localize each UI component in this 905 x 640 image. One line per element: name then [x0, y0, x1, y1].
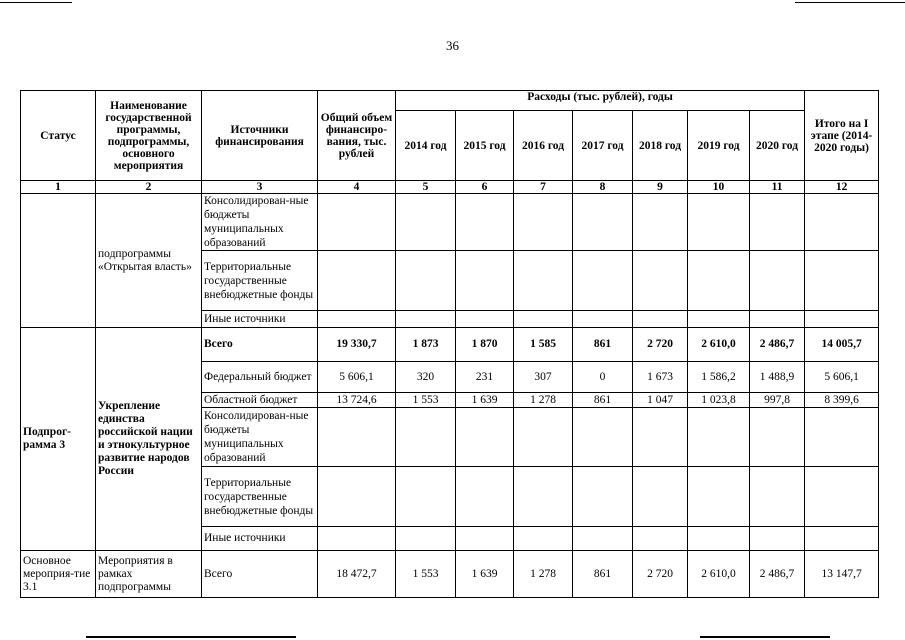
- value-cell: 1 639: [456, 551, 514, 598]
- value-cell: 1 873: [396, 328, 456, 362]
- source-cell: Иные источники: [202, 311, 318, 328]
- value-cell: [456, 251, 514, 311]
- value-cell: 861: [573, 393, 633, 408]
- top-rule-right: [795, 2, 905, 3]
- value-cell: [573, 527, 633, 551]
- bottom-rule-right: [700, 636, 830, 638]
- value-cell: 1 023,8: [688, 393, 750, 408]
- value-cell: [688, 251, 750, 311]
- value-cell: [633, 408, 688, 467]
- header-expenses: Расходы (тыс. рублей), годы: [396, 91, 805, 111]
- financing-table: [20, 90, 879, 598]
- column-number: 4: [318, 181, 396, 194]
- value-cell: [514, 467, 573, 527]
- value-cell: [805, 251, 879, 311]
- source-cell: Федеральный бюджет: [202, 362, 318, 393]
- header-year-2016: 2016 год: [514, 111, 573, 181]
- value-cell: 13 147,7: [805, 551, 879, 598]
- value-cell: [750, 311, 805, 328]
- value-cell: 18 472,7: [318, 551, 396, 598]
- column-number: 2: [96, 181, 202, 194]
- value-cell: [805, 527, 879, 551]
- value-cell: 997,8: [750, 393, 805, 408]
- value-cell: [396, 311, 456, 328]
- value-cell: 1 870: [456, 328, 514, 362]
- value-cell: [750, 467, 805, 527]
- value-cell: [573, 251, 633, 311]
- table-row: [21, 551, 879, 598]
- value-cell: [514, 194, 573, 251]
- source-cell: Консолидирован-ные бюджеты муниципальных образований: [202, 194, 318, 251]
- value-cell: 231: [456, 362, 514, 393]
- value-cell: 19 330,7: [318, 328, 396, 362]
- value-cell: 1 047: [633, 393, 688, 408]
- value-cell: [514, 527, 573, 551]
- source-cell: Иные источники: [202, 527, 318, 551]
- value-cell: [633, 467, 688, 527]
- value-cell: [396, 251, 456, 311]
- value-cell: [318, 408, 396, 467]
- value-cell: 861: [573, 328, 633, 362]
- column-number: 10: [688, 181, 750, 194]
- value-cell: [456, 467, 514, 527]
- value-cell: [456, 408, 514, 467]
- header-year-2015: 2015 год: [456, 111, 514, 181]
- value-cell: [396, 527, 456, 551]
- program-name-cell: подпрограммы «Открытая власть»: [96, 194, 202, 328]
- source-cell: Консолидирован-ные бюджеты муниципальных образований: [202, 408, 318, 467]
- value-cell: 1 553: [396, 551, 456, 598]
- value-cell: 2 720: [633, 328, 688, 362]
- column-number: 7: [514, 181, 573, 194]
- header-year-2019: 2019 год: [688, 111, 750, 181]
- column-number: 3: [202, 181, 318, 194]
- value-cell: 1 585: [514, 328, 573, 362]
- top-rule-left: [0, 2, 72, 3]
- status-cell: [21, 194, 96, 328]
- value-cell: 8 399,6: [805, 393, 879, 408]
- value-cell: [318, 311, 396, 328]
- value-cell: [688, 408, 750, 467]
- value-cell: 307: [514, 362, 573, 393]
- column-number: 12: [805, 181, 879, 194]
- value-cell: 2 486,7: [750, 551, 805, 598]
- value-cell: [805, 194, 879, 251]
- value-cell: 0: [573, 362, 633, 393]
- value-cell: 320: [396, 362, 456, 393]
- value-cell: [805, 467, 879, 527]
- value-cell: [805, 408, 879, 467]
- bottom-rule-left: [86, 636, 296, 638]
- table-row: [21, 194, 879, 251]
- header-sources: Источники финансирования: [202, 91, 318, 181]
- value-cell: 1 639: [456, 393, 514, 408]
- value-cell: 1 586,2: [688, 362, 750, 393]
- value-cell: [514, 311, 573, 328]
- page-number: 36: [446, 38, 459, 53]
- value-cell: [573, 311, 633, 328]
- value-cell: 2 720: [633, 551, 688, 598]
- column-number: 5: [396, 181, 456, 194]
- value-cell: [750, 194, 805, 251]
- source-cell: Всего: [202, 551, 318, 598]
- value-cell: [456, 311, 514, 328]
- header-year-2017: 2017 год: [573, 111, 633, 181]
- value-cell: [318, 251, 396, 311]
- value-cell: 2 486,7: [750, 328, 805, 362]
- value-cell: [456, 527, 514, 551]
- program-name-cell: Мероприятия в рамках подпрограммы: [96, 551, 202, 598]
- value-cell: [633, 311, 688, 328]
- status-cell: Подпрог-рамма 3: [21, 328, 96, 551]
- column-number: 6: [456, 181, 514, 194]
- value-cell: [318, 467, 396, 527]
- value-cell: [396, 194, 456, 251]
- source-cell: Территориальные государственные внебюджетные фонды: [202, 251, 318, 311]
- source-cell: Территориальные государственные внебюджетные фонды: [202, 467, 318, 527]
- value-cell: [514, 251, 573, 311]
- column-number: 1: [21, 181, 96, 194]
- value-cell: 5 606,1: [318, 362, 396, 393]
- status-cell: Основное мероприя-тие 3.1: [21, 551, 96, 598]
- value-cell: [688, 527, 750, 551]
- source-cell: Всего: [202, 328, 318, 362]
- value-cell: [396, 467, 456, 527]
- header-stage-total: Итого на I этапе (2014-2020 годы): [805, 91, 879, 181]
- header-name: Наименование государственной программы, подпрограммы, основного мероприятия: [96, 91, 202, 181]
- header-status: Статус: [21, 91, 96, 181]
- value-cell: [514, 408, 573, 467]
- value-cell: [688, 194, 750, 251]
- value-cell: [750, 251, 805, 311]
- value-cell: [318, 194, 396, 251]
- value-cell: 5 606,1: [805, 362, 879, 393]
- value-cell: [573, 194, 633, 251]
- value-cell: 2 610,0: [688, 551, 750, 598]
- column-number: 8: [573, 181, 633, 194]
- value-cell: [633, 194, 688, 251]
- source-cell: Областной бюджет: [202, 393, 318, 408]
- value-cell: [573, 408, 633, 467]
- value-cell: [688, 467, 750, 527]
- value-cell: [318, 527, 396, 551]
- header-year-2018: 2018 год: [633, 111, 688, 181]
- program-name-cell: Укрепление единства российской нации и этнокультурное развитие народов России: [96, 328, 202, 551]
- value-cell: 2 610,0: [688, 328, 750, 362]
- value-cell: [633, 527, 688, 551]
- value-cell: [573, 467, 633, 527]
- value-cell: 861: [573, 551, 633, 598]
- table-row: [21, 328, 879, 362]
- value-cell: 1 673: [633, 362, 688, 393]
- value-cell: [750, 408, 805, 467]
- header-year-2020: 2020 год: [750, 111, 805, 181]
- value-cell: [396, 408, 456, 467]
- value-cell: [805, 311, 879, 328]
- header-year-2014: 2014 год: [396, 111, 456, 181]
- value-cell: [750, 527, 805, 551]
- column-number: 11: [750, 181, 805, 194]
- value-cell: 1 278: [514, 393, 573, 408]
- value-cell: [456, 194, 514, 251]
- value-cell: 1 553: [396, 393, 456, 408]
- column-number: 9: [633, 181, 688, 194]
- column-number-row: [21, 181, 879, 194]
- value-cell: 13 724,6: [318, 393, 396, 408]
- value-cell: [633, 251, 688, 311]
- value-cell: 14 005,7: [805, 328, 879, 362]
- value-cell: 1 278: [514, 551, 573, 598]
- value-cell: [688, 311, 750, 328]
- header-total-volume: Общий объем финансиро-вания, тыс. рублей: [318, 91, 396, 181]
- value-cell: 1 488,9: [750, 362, 805, 393]
